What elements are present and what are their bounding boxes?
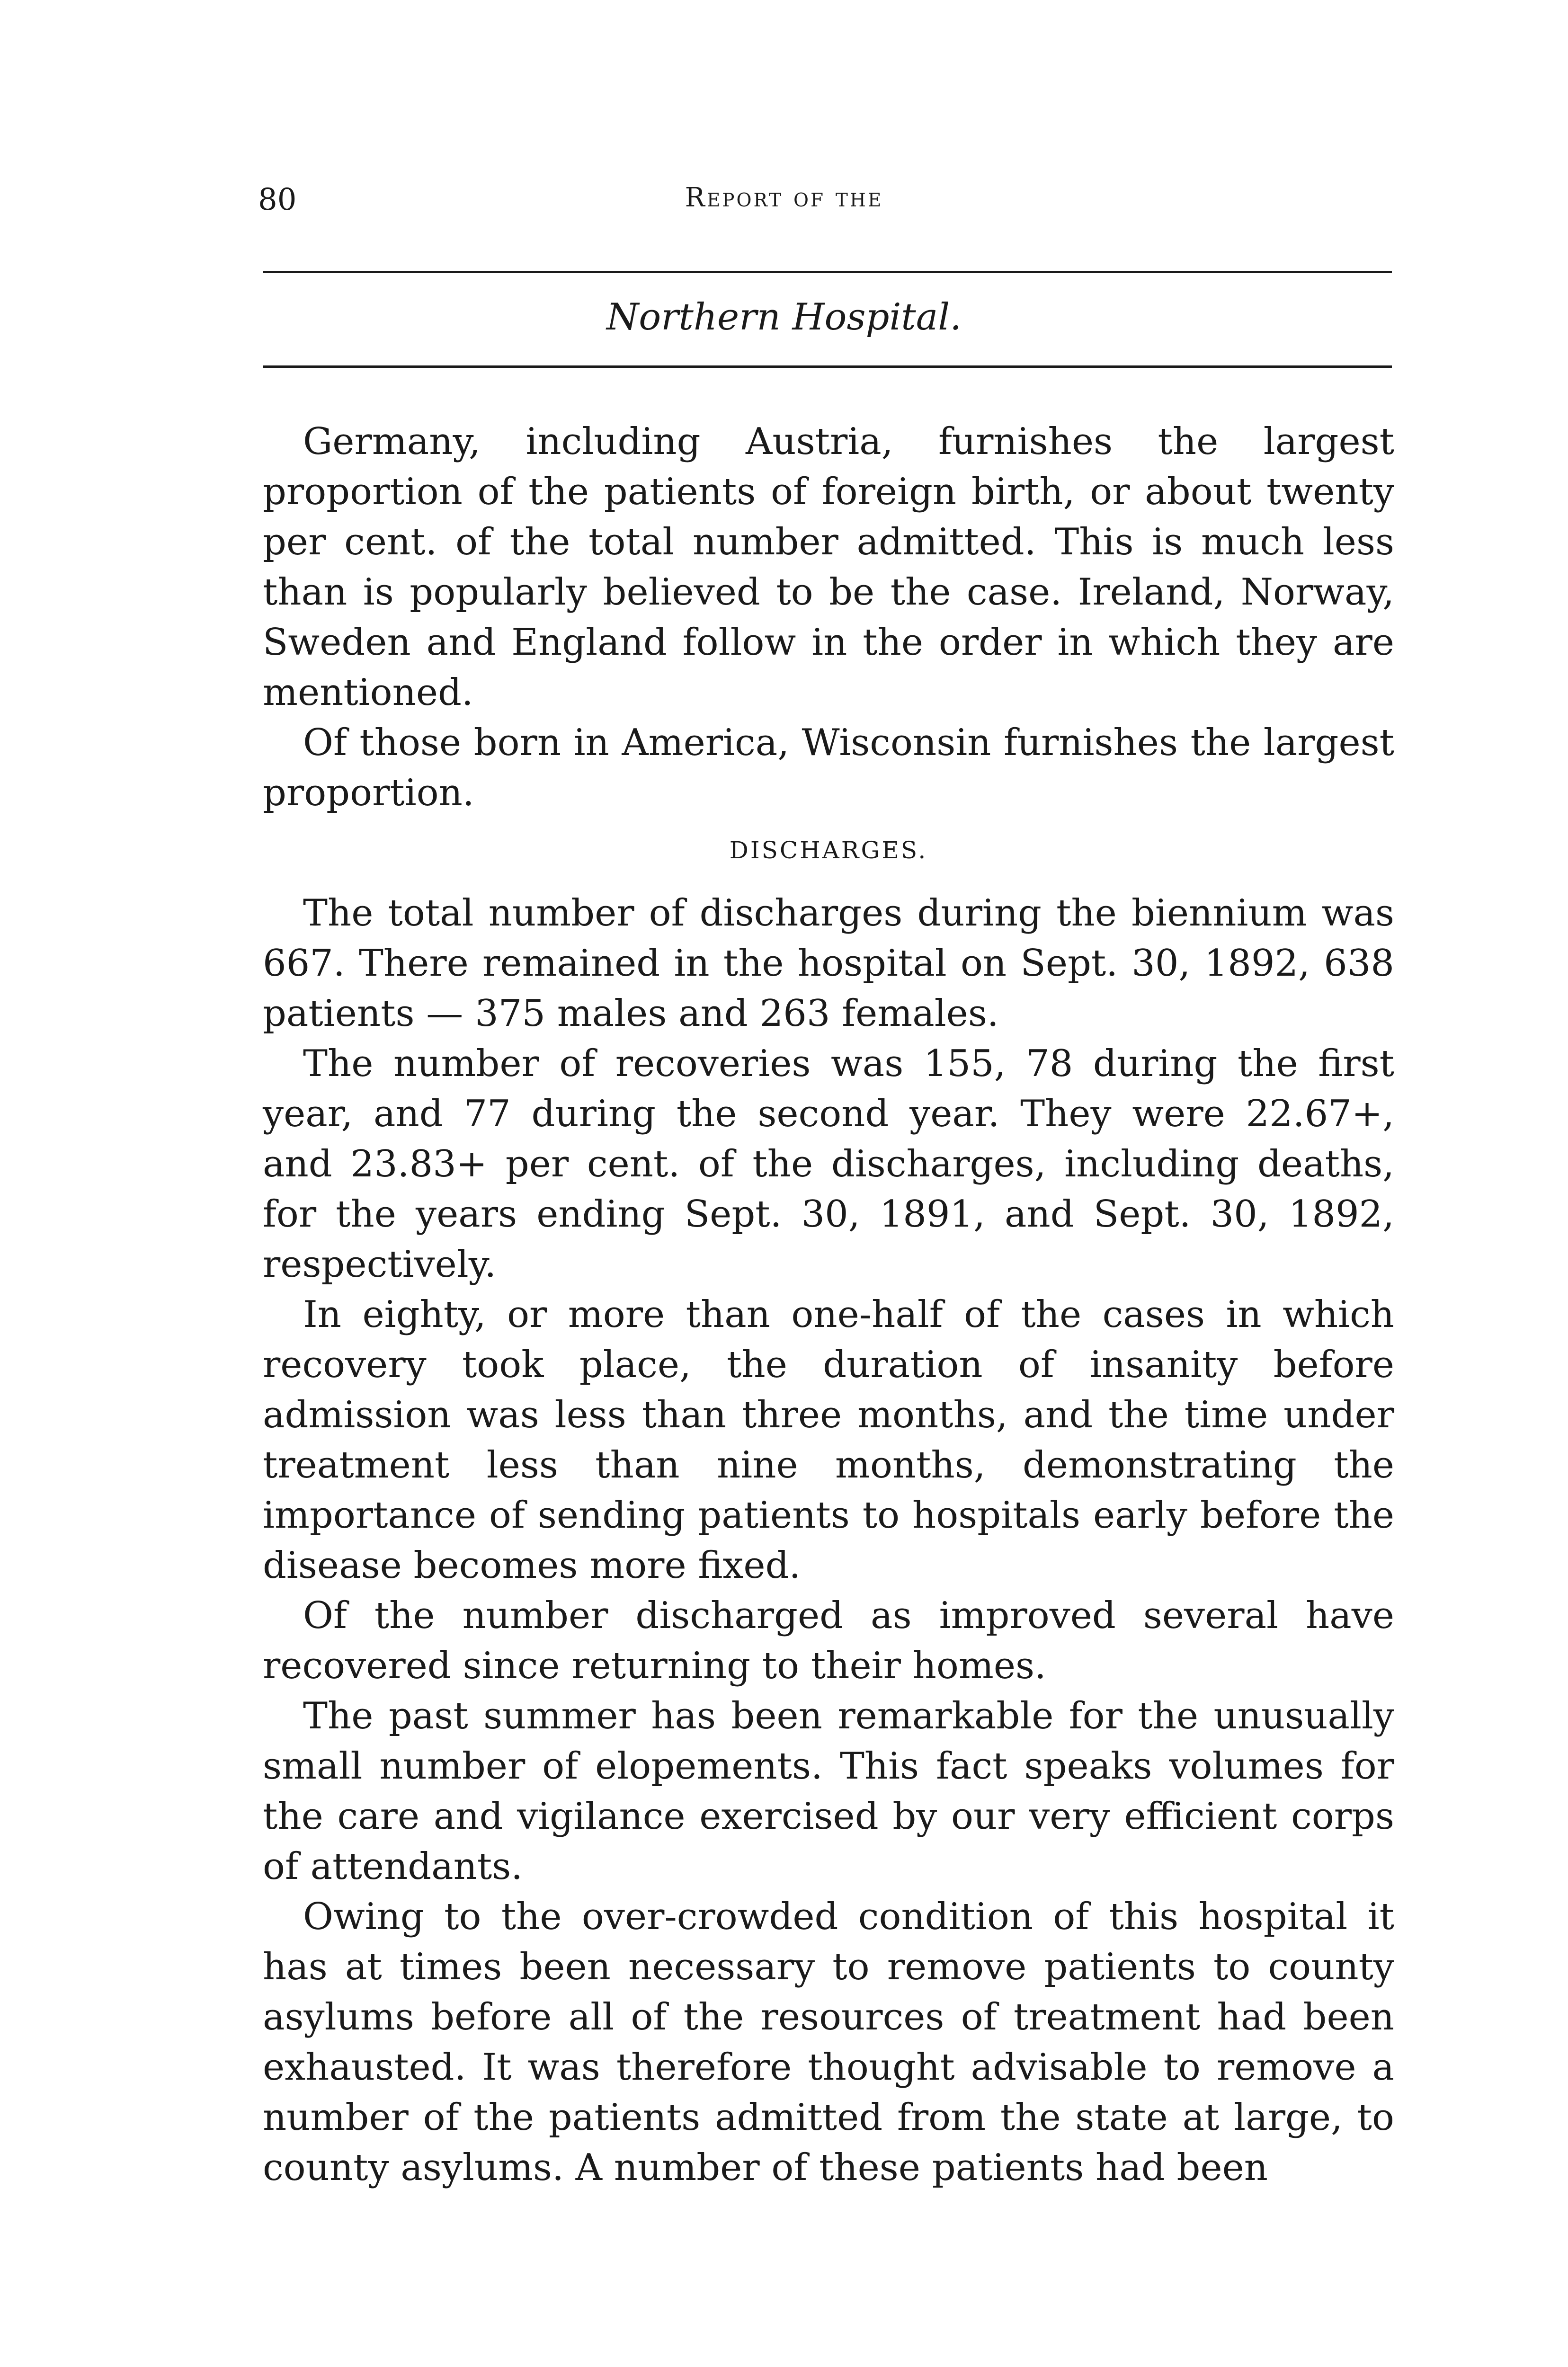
page-number: 80 [258,182,297,217]
paragraph: The past summer has been remarkable for the unusually small number of elopements. This fact speaks volumes for the care and vigilance exercised by our very efficient corps of attendants. [263,1695,1394,1888]
paragraph: The total number of discharges during the biennium was 667. There remained in the hospital on Sept. 30, 1892, 638 patients — 375 males and 263 females. [263,892,1394,1035]
page-subtitle: Northern Hospital. [606,296,962,338]
header-rule-bottom [263,365,1392,368]
paragraph: Of those born in America, Wisconsin furnishes the largest proportion. [263,721,1394,814]
header-rule-top [263,271,1392,273]
paragraph: The number of recoveries was 155, 78 during the first year, and 77 during the second year. They were 22.67+, and 23.83+ per cent. of the discharges, including deaths, for the years ending Sept. 30, 1891, and Sept. 30, 1892, respectively. [263,1042,1394,1286]
paragraph: Germany, including Austria, furnishes the largest proportion of the patients of foreign birth, or about twenty per cent. of the total number admitted. This is much less than is popularly believed to be the case. Ireland, Norway, Sweden and England follow in the order in which they are mentioned. [263,420,1394,714]
running-head: Report of the [685,182,883,213]
body-text [263,417,1394,2193]
paragraph: Of the number discharged as improved several have recovered since returning to their homes. [263,1594,1394,1687]
section-heading-discharges: DISCHARGES. [729,836,928,864]
paragraph: Owing to the over-crowded condition of this hospital it has at times been necessary to remove patients to county asylums before all of the resources of treatment had been exhausted. It was therefore thought advisable to remove a number of the patients admitted from the state at large, to county asylums. A number of these patients had been [263,1895,1394,2189]
paragraph: In eighty, or more than one-half of the cases in which recovery took place, the duration of insanity before admission was less than three months, and the time under treatment less than nine months, demonstrating the importance of sending patients to hospitals early before the disease becomes more fixed. [263,1293,1394,1587]
